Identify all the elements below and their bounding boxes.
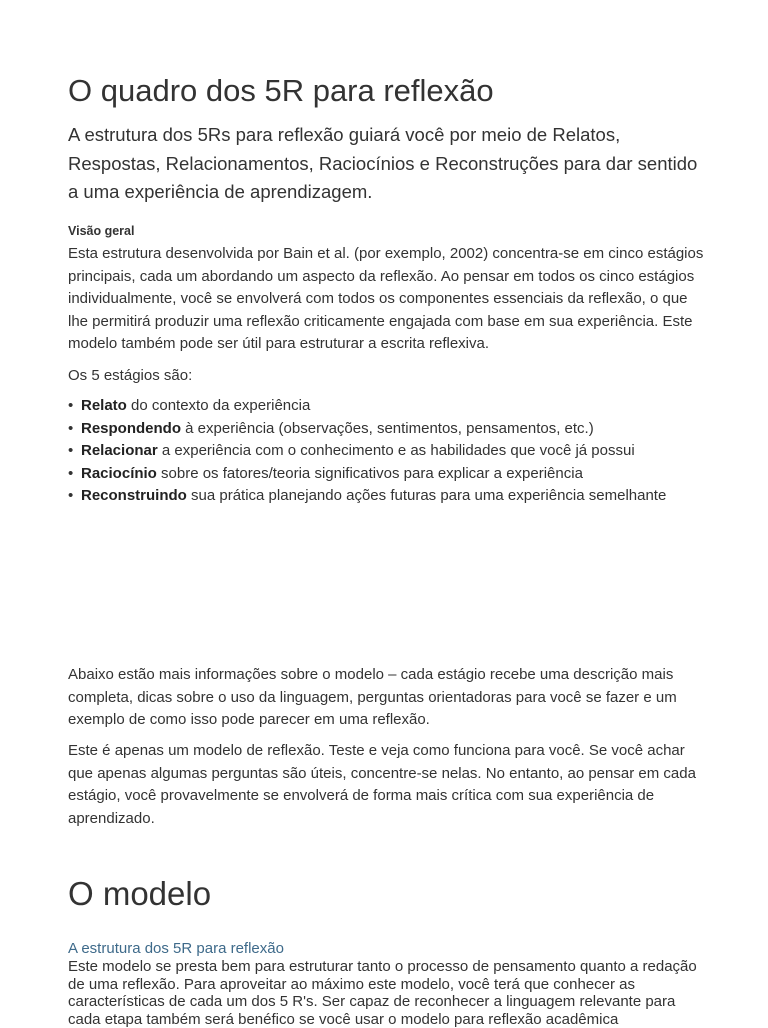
stage-desc: a experiência com o conhecimento e as habilidades que você já possui: [157, 442, 635, 459]
bullet: •: [68, 487, 74, 504]
page-title: O quadro dos 5R para reflexão: [68, 73, 494, 108]
stage-term: Relacionar: [81, 442, 158, 459]
stage-term: Reconstruindo: [81, 487, 187, 504]
stage-item: [68, 485, 728, 508]
lead-paragraph: A estrutura dos 5Rs para reflexão guiará você por meio de Relatos, Respostas, Relacionamentos, Raciocínios e Reconstruções para dar sentido a uma experiência de aprendizagem.: [68, 124, 698, 202]
try-model-paragraph: Este é apenas um modelo de reflexão. Teste e veja como funciona para você. Se você achar que apenas algumas perguntas são úteis, concentre-se nelas. No entanto, ao pensar em cada estágio, você provavelmente se envolverá de forma mais crítica com sua experiência de aprendizado.: [68, 742, 696, 827]
bullet: •: [68, 419, 74, 437]
stage-term: Relato: [81, 397, 127, 414]
stage-desc: sua prática planejando ações futuras para uma experiência semelhante: [186, 487, 667, 504]
stages-intro: Os 5 estágios são:: [68, 367, 193, 384]
stage-item: [68, 418, 728, 441]
stage-desc: sobre os fatores/teoria significativos para explicar a experiência: [156, 464, 583, 482]
stages-list: [68, 395, 728, 508]
more-info-paragraph: Abaixo estão mais informações sobre o modelo – cada estágio recebe uma descrição mais completa, dicas sobre o uso da linguagem, perguntas orientadoras para você se fazer e um exemplo de como isso pode parecer em uma reflexão.: [68, 666, 677, 728]
bullet: •: [68, 464, 74, 482]
stage-desc: à experiência (observações, sentimentos, pensamentos, etc.): [181, 419, 594, 437]
overview-heading: Visão geral: [68, 224, 135, 238]
stage-item: [68, 395, 728, 418]
model-paragraph: Este modelo se presta bem para estruturar tanto o processo de pensamento quanto a redação de uma reflexão. Para aproveitar ao máximo este modelo, você terá que conhecer as características de cada um dos 5 R's. Ser capaz de reconhecer a linguagem relevante para cada etapa também será benéfico se você usar o modelo para reflexão acadêmica: [68, 958, 697, 1028]
model-framework-link[interactable]: A estrutura dos 5R para reflexão: [68, 940, 284, 957]
stage-desc: do contexto da experiência: [126, 397, 311, 414]
overview-paragraph: Esta estrutura desenvolvida por Bain et al. (por exemplo, 2002) concentra-se em cinco estágios principais, cada um abordando um aspecto da reflexão. Ao pensar em todos os cinco estágios individualmente, você se envolverá com todos os componentes essenciais da reflexão, o que lhe permitirá produzir uma reflexão criticamente engajada com base em sua experiência. Este modelo também pode ser útil para estruturar a escrita reflexiva.: [68, 245, 704, 352]
bullet: •: [68, 442, 74, 459]
stage-item: [68, 463, 728, 486]
bullet: •: [68, 397, 74, 414]
stage-item: [68, 440, 728, 463]
stage-term: Respondendo: [81, 419, 181, 437]
stage-term: Raciocínio: [81, 464, 157, 482]
model-heading: O modelo: [68, 875, 212, 912]
